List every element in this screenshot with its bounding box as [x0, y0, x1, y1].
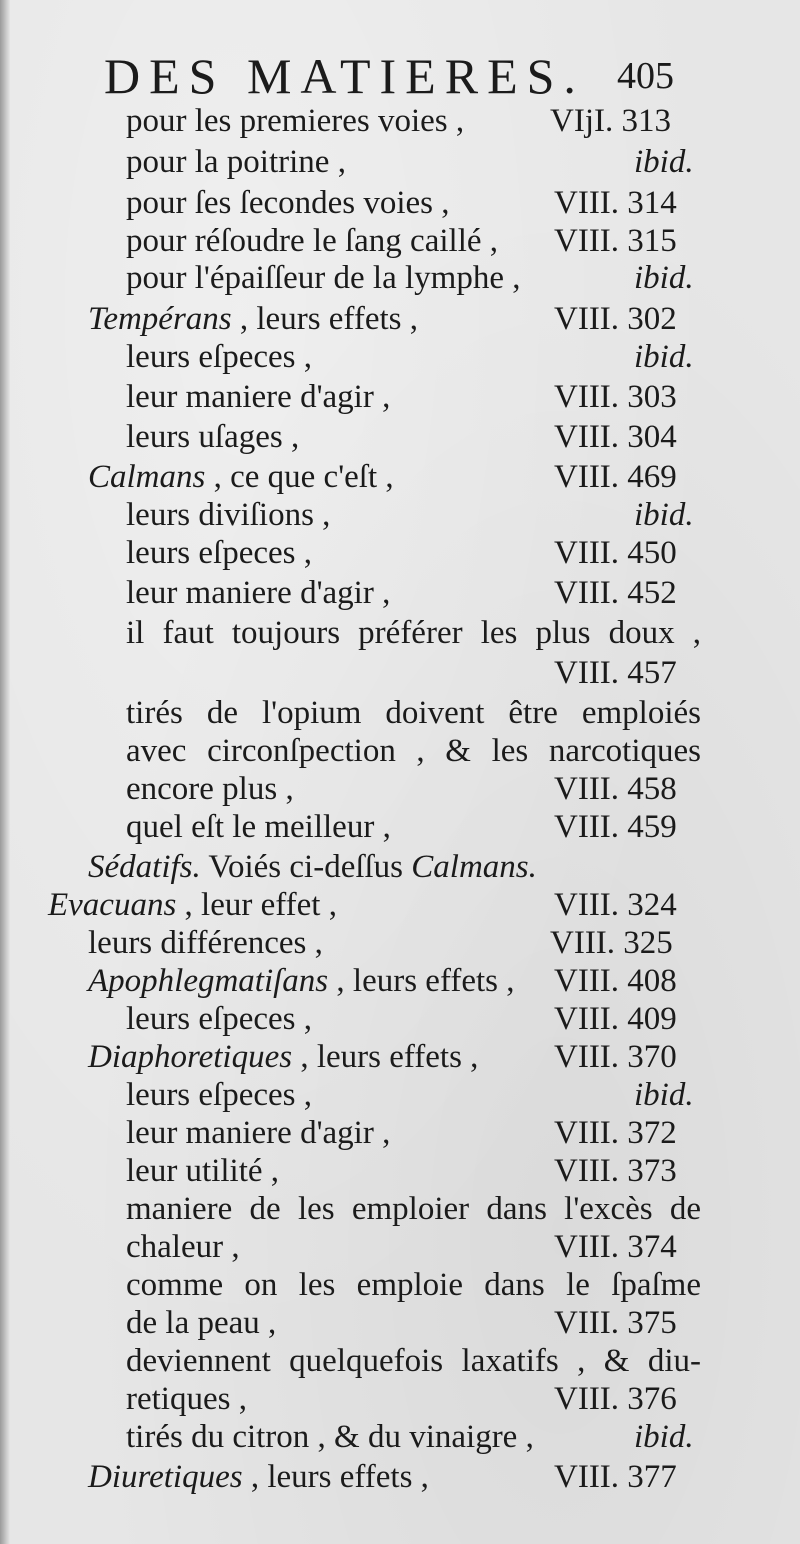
index-heading-entry: Evacuans , leur effet , VIII. 324 — [48, 887, 677, 923]
index-entry: retiques , VIII. 376 — [126, 1381, 677, 1417]
index-entry: quel eſt le meilleur , VIII. 459 — [126, 809, 677, 845]
cross-reference-target: Calmans. — [411, 849, 537, 885]
index-entry: leurs uſages , VIII. 304 — [126, 419, 677, 455]
entry-keyword: Tempérans — [88, 301, 232, 337]
index-cross-reference: Sédatifs. Voiés ci-deſſus Calmans. — [88, 849, 537, 885]
index-entry: pour l'épaiſſeur de la lymphe , ibid. — [126, 260, 694, 296]
index-entry: encore plus , VIII. 458 — [126, 771, 677, 807]
index-entry: pour réſoudre le ſang caillé , VIII. 315 — [126, 223, 677, 259]
page-edge-shadow — [0, 0, 10, 1544]
entry-keyword: Diaphoretiques — [88, 1039, 293, 1075]
index-heading-entry: Apophlegmatiſans , leurs effets , VIII. 408 — [88, 963, 677, 999]
entry-keyword: Apophlegmatiſans — [88, 963, 329, 999]
index-entry: leur maniere d'agir , VIII. 372 — [126, 1115, 677, 1151]
entry-keyword: Evacuans — [48, 887, 177, 923]
index-entry: il faut toujours préférer les plus doux , — [126, 615, 701, 651]
index-entry: maniere de les emploier dans l'excès de — [126, 1191, 701, 1227]
index-heading-entry: Tempérans , leurs effets , VIII. 302 — [88, 301, 677, 337]
index-entry: leurs eſpeces , ibid. — [126, 339, 694, 375]
page-number: 405 — [617, 55, 674, 97]
index-entry: leurs différences , VIII. 325 — [88, 925, 673, 961]
index-heading-entry: Diaphoretiques , leurs effets , VIII. 370 — [88, 1039, 677, 1075]
index-entry: leur maniere d'agir , VIII. 303 — [126, 379, 677, 415]
index-entry: deviennent quelquefois laxatifs , & diu- — [126, 1343, 701, 1379]
index-entry: tirés de l'opium doivent être emploiés — [126, 695, 701, 731]
index-heading-entry: Diuretiques , leurs effets , VIII. 377 — [88, 1459, 677, 1495]
index-entry: tirés du citron , & du vinaigre , ibid. — [126, 1419, 694, 1455]
index-entry: leur utilité , VIII. 373 — [126, 1153, 677, 1189]
index-entry: leur maniere d'agir , VIII. 452 — [126, 575, 677, 611]
index-entry: leurs diviſions , ibid. — [126, 497, 694, 533]
index-entry: leurs eſpeces , ibid. — [126, 1077, 694, 1113]
index-entry: VIII. 457 — [554, 655, 677, 691]
page-header — [104, 44, 674, 108]
entry-keyword: Sédatifs. — [88, 849, 201, 885]
index-heading-entry: Calmans , ce que c'eſt , VIII. 469 — [88, 459, 677, 495]
index-entry: leurs eſpeces , VIII. 409 — [126, 1001, 677, 1037]
entry-keyword: Diuretiques — [88, 1459, 243, 1495]
index-entry: de la peau , VIII. 375 — [126, 1305, 677, 1341]
index-entry: pour ſes ſecondes voies , VIII. 314 — [126, 185, 677, 221]
entry-keyword: Calmans — [88, 459, 206, 495]
running-title: DES MATIERES. — [104, 48, 585, 104]
index-entry: pour la poitrine , ibid. — [126, 144, 694, 180]
index-entry: pour les premieres voies , VIjI. 313 — [126, 103, 671, 139]
index-entry: chaleur , VIII. 374 — [126, 1229, 677, 1265]
index-entry: comme on les emploie dans le ſpaſme — [126, 1267, 701, 1303]
index-entry: leurs eſpeces , VIII. 450 — [126, 535, 677, 571]
index-entry: avec circonſpection , & les narcotiques — [126, 733, 701, 769]
